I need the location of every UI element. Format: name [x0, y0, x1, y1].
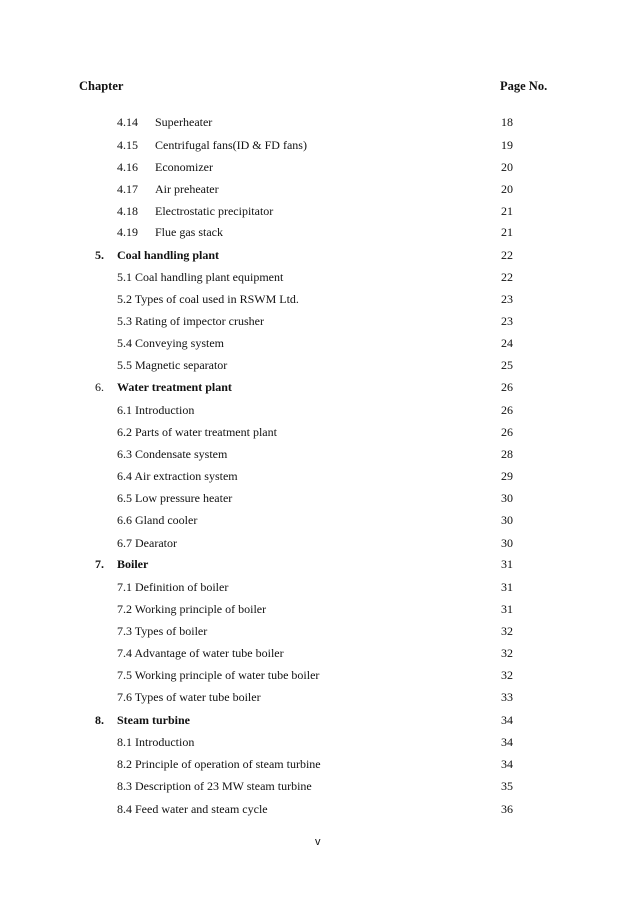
chapter-page: 34	[501, 713, 513, 727]
chapter-heading	[0, 557, 638, 573]
entry-title: 8.1 Introduction	[117, 735, 195, 749]
chapter-number: 5.	[95, 248, 104, 262]
toc-entry	[0, 513, 638, 529]
toc-entry	[0, 204, 638, 220]
entry-page: 32	[501, 646, 513, 660]
entry-page: 19	[501, 138, 513, 152]
entry-page: 32	[501, 624, 513, 638]
entry-page: 36	[501, 802, 513, 816]
entry-title: 7.2 Working principle of boiler	[117, 602, 267, 616]
entry-page: 32	[501, 668, 513, 682]
entry-page: 33	[501, 690, 513, 704]
toc-entry	[0, 469, 638, 485]
entry-title: 5.4 Conveying system	[117, 336, 224, 350]
entry-title: 7.4 Advantage of water tube boiler	[117, 646, 284, 660]
entry-title: 7.3 Types of boiler	[117, 624, 208, 638]
chapter-number: 6.	[95, 380, 104, 394]
entry-title: 5.2 Types of coal used in RSWM Ltd.	[117, 292, 299, 306]
toc-entry	[0, 646, 638, 662]
entry-page: 26	[501, 403, 513, 417]
entry-number: 4.14	[117, 115, 138, 129]
entry-title: Electrostatic precipitator	[155, 204, 274, 218]
entry-page: 20	[501, 182, 513, 196]
entry-title: 5.1 Coal handling plant equipment	[117, 270, 284, 284]
toc-entry	[0, 580, 638, 596]
entry-page: 18	[501, 115, 513, 129]
chapter-heading	[0, 713, 638, 729]
toc-entry	[0, 270, 638, 286]
entry-title: Air preheater	[155, 182, 219, 196]
entry-page: 24	[501, 336, 513, 350]
entry-page: 34	[501, 735, 513, 749]
entry-title: 6.2 Parts of water treatment plant	[117, 425, 277, 439]
entry-title: 6.4 Air extraction system	[117, 469, 238, 483]
entry-page: 23	[501, 314, 513, 328]
entry-title: Flue gas stack	[155, 225, 223, 239]
chapter-page: 26	[501, 380, 513, 394]
toc-header-chapter: Chapter	[79, 79, 124, 93]
entry-page: 25	[501, 358, 513, 372]
toc-entry	[0, 668, 638, 684]
toc-entry	[0, 160, 638, 176]
entry-title: 8.2 Principle of operation of steam turbine	[117, 757, 321, 771]
toc-entry	[0, 536, 638, 552]
toc-entry	[0, 447, 638, 463]
entry-page: 26	[501, 425, 513, 439]
entry-page: 20	[501, 160, 513, 174]
entry-page: 30	[501, 491, 513, 505]
entry-title: Superheater	[155, 115, 213, 129]
entry-title: 5.5 Magnetic separator	[117, 358, 228, 372]
entry-number: 4.16	[117, 160, 138, 174]
entry-page: 31	[501, 580, 513, 594]
entry-page: 34	[501, 757, 513, 771]
chapter-page: 31	[501, 557, 513, 571]
entry-title: 6.3 Condensate system	[117, 447, 228, 461]
entry-title: 6.1 Introduction	[117, 403, 195, 417]
toc-entry	[0, 735, 638, 751]
toc-entry	[0, 491, 638, 507]
toc-entry	[0, 314, 638, 330]
chapter-number: 8.	[95, 713, 104, 727]
entry-title: 7.1 Definition of boiler	[117, 580, 229, 594]
toc-entry	[0, 624, 638, 640]
toc-header-page-no: Page No.	[500, 79, 548, 93]
entry-title: Economizer	[155, 160, 213, 174]
entry-page: 21	[501, 225, 513, 239]
entry-number: 4.17	[117, 182, 138, 196]
entry-title: 6.7 Dearator	[117, 536, 177, 550]
chapter-heading	[0, 248, 638, 264]
entry-title: 5.3 Rating of impector crusher	[117, 314, 264, 328]
entry-page: 29	[501, 469, 513, 483]
chapter-heading	[0, 380, 638, 396]
toc-entry	[0, 403, 638, 419]
chapter-title: Coal handling plant	[117, 248, 220, 262]
toc-entry	[0, 292, 638, 308]
chapter-page: 22	[501, 248, 513, 262]
toc-entry	[0, 425, 638, 441]
entry-page: 31	[501, 602, 513, 616]
toc-entry	[0, 690, 638, 706]
toc-entry	[0, 757, 638, 773]
toc-entry	[0, 115, 638, 131]
toc-entry	[0, 602, 638, 618]
toc-entry	[0, 779, 638, 795]
chapter-title: Steam turbine	[117, 713, 190, 727]
entry-title: 8.3 Description of 23 MW steam turbine	[117, 779, 312, 793]
entry-number: 4.15	[117, 138, 138, 152]
entry-number: 4.18	[117, 204, 138, 218]
entry-title: Centrifugal fans(ID & FD fans)	[155, 138, 307, 152]
chapter-number: 7.	[95, 557, 104, 571]
chapter-title: Water treatment plant	[117, 380, 232, 394]
page-number-footer: v	[315, 836, 321, 848]
entry-page: 23	[501, 292, 513, 306]
entry-page: 35	[501, 779, 513, 793]
entry-page: 30	[501, 536, 513, 550]
toc-entry	[0, 138, 638, 154]
toc-entry	[0, 182, 638, 198]
entry-page: 21	[501, 204, 513, 218]
entry-title: 8.4 Feed water and steam cycle	[117, 802, 268, 816]
toc-entry	[0, 336, 638, 352]
entry-page: 30	[501, 513, 513, 527]
toc-entry	[0, 802, 638, 818]
toc-entry	[0, 225, 638, 241]
chapter-title: Boiler	[117, 557, 149, 571]
entry-number: 4.19	[117, 225, 138, 239]
entry-title: 6.6 Gland cooler	[117, 513, 198, 527]
toc-entry	[0, 358, 638, 374]
entry-title: 7.6 Types of water tube boiler	[117, 690, 261, 704]
entry-page: 22	[501, 270, 513, 284]
entry-page: 28	[501, 447, 513, 461]
entry-title: 7.5 Working principle of water tube boiler	[117, 668, 320, 682]
entry-title: 6.5 Low pressure heater	[117, 491, 233, 505]
